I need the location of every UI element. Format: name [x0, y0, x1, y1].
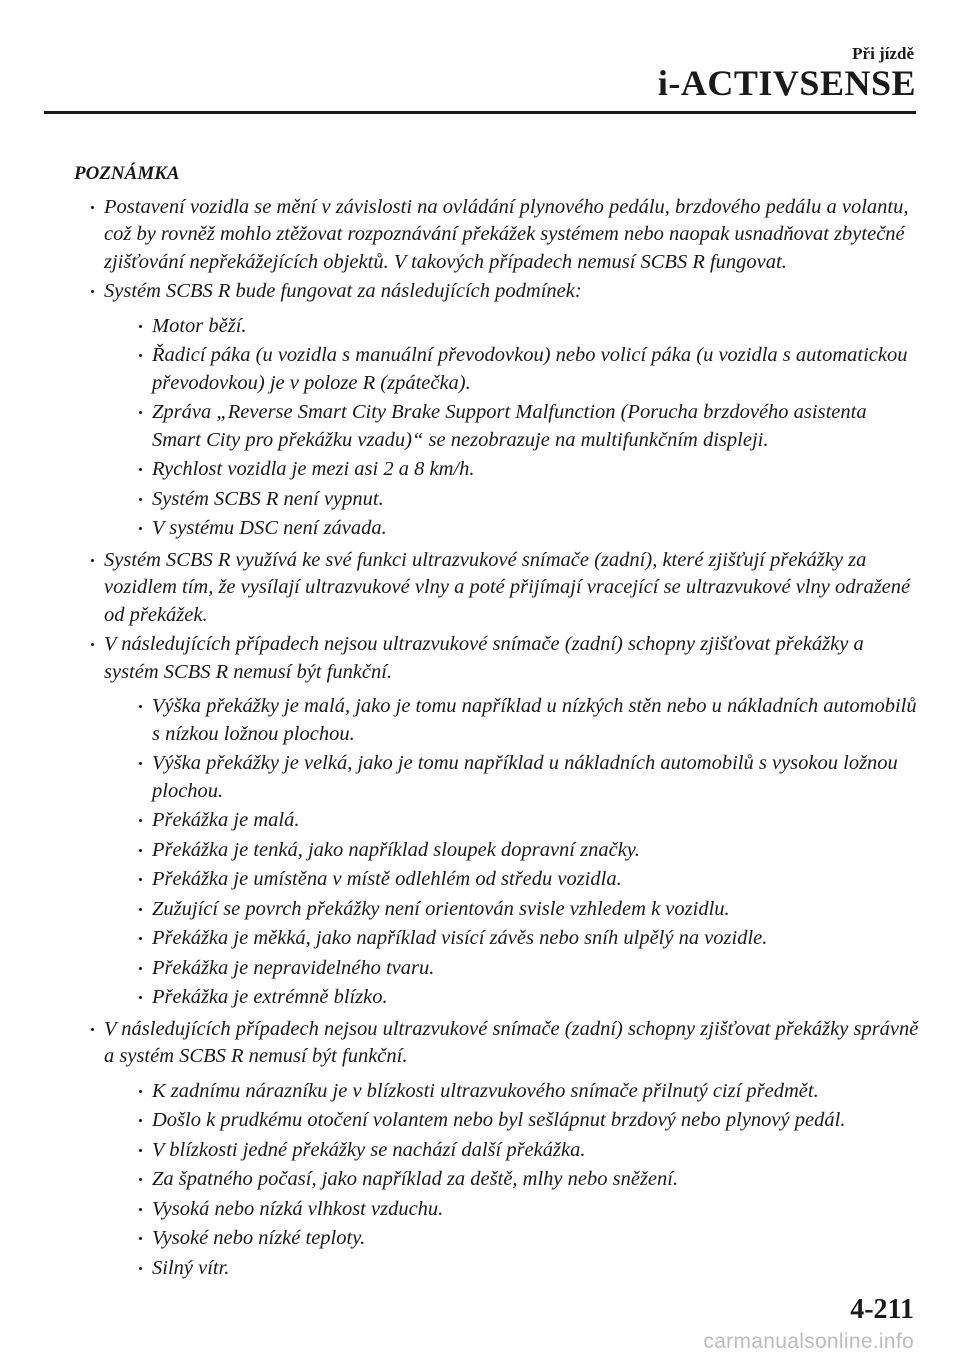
- sub-item: Zužující se povrch překážky není orientován svisle vzhledem k vozidlu.: [104, 896, 920, 924]
- sub-item: Výška překážky je malá, jako je tomu například u nízkých stěn nebo u nákladních automobilů s nízkou ložnou plochou.: [104, 693, 920, 748]
- sub-item: Překážka je extrémně blízko.: [104, 984, 920, 1012]
- sub-item: V systému DSC není závada.: [104, 515, 920, 543]
- note-item: Postavení vozidla se mění v závislosti na ovládání plynového pedálu, brzdového pedálu a volantu, což by rovněž mohlo ztěžovat rozpoznávání překážek systémem nebo naopak usnadňovat zbytečné zjišťování nepřekážejících objektů. V takových případech nemusí SCBS R fungovat.: [74, 194, 920, 277]
- note-item: [74, 631, 920, 1012]
- sub-item: Překážka je tenká, jako například sloupek dopravní značky.: [104, 837, 920, 865]
- note-item: [74, 1016, 920, 1283]
- page-number: 4-211: [850, 1294, 914, 1325]
- sub-item: Silný vítr.: [104, 1255, 920, 1283]
- sub-item: Překážka je nepravidelného tvaru.: [104, 955, 920, 983]
- header-divider: [44, 111, 916, 114]
- incorrect-detection-list: [104, 1078, 920, 1283]
- note-block: [74, 160, 920, 1286]
- sub-item: Zpráva „Reverse Smart City Brake Support Malfunction (Porucha brzdového asistenta Smart City pro překážku vzadu)“ se nezobrazuje na multifunkčním displeji.: [104, 399, 920, 454]
- sub-item: K zadnímu nárazníku je v blízkosti ultrazvukového snímače přilnutý cizí předmět.: [104, 1078, 920, 1106]
- note-item-text: V následujících případech nejsou ultrazvukové snímače (zadní) schopny zjišťovat překážky správně a systém SCBS R nemusí být funkční.: [104, 1017, 919, 1067]
- sub-item: Systém SCBS R není vypnut.: [104, 486, 920, 514]
- detection-failure-list: [104, 693, 920, 1012]
- note-item: Systém SCBS R využívá ke své funkci ultrazvukové snímače (zadní), které zjišťují překážky za vozidlem tím, že vysílají ultrazvukové vlny a poté přijímají vracející se ultrazvukové vlny odražené od překážek.: [74, 547, 920, 630]
- note-list: [74, 194, 920, 1283]
- sub-item: Za špatného počasí, jako například za deště, mlhy nebo sněžení.: [104, 1166, 920, 1194]
- chapter-title: i-ACTIVSENSE: [657, 63, 916, 103]
- sub-item: Vysoké nebo nízké teploty.: [104, 1225, 920, 1253]
- conditions-list: [104, 313, 920, 543]
- sub-item: Řadicí páka (u vozidla s manuální převodovkou) nebo volicí páka (u vozidla s automatickou převodovkou) je v poloze R (zpátečka).: [104, 342, 920, 397]
- note-item-text: V následujících případech nejsou ultrazvukové snímače (zadní) schopny zjišťovat překážky a systém SCBS R nemusí být funkční.: [104, 633, 864, 683]
- sub-item: Rychlost vozidla je mezi asi 2 a 8 km/h.: [104, 456, 920, 484]
- sub-item: Vysoká nebo nízká vlhkost vzduchu.: [104, 1196, 920, 1224]
- sub-item: Překážka je umístěna v místě odlehlém od středu vozidla.: [104, 866, 920, 894]
- sub-item: V blízkosti jedné překážky se nachází další překážka.: [104, 1137, 920, 1165]
- sub-item: Došlo k prudkému otočení volantem nebo byl sešlápnut brzdový nebo plynový pedál.: [104, 1107, 920, 1135]
- sub-item: Překážka je měkká, jako například visící závěs nebo sníh ulpělý na vozidle.: [104, 925, 920, 953]
- sub-item: Výška překážky je velká, jako je tomu například u nákladních automobilů s vysokou ložnou plochou.: [104, 750, 920, 805]
- note-title: POZNÁMKA: [74, 163, 180, 184]
- sub-item: Motor běží.: [104, 313, 920, 341]
- note-item-text: Systém SCBS R bude fungovat za následujících podmínek:: [104, 280, 582, 302]
- note-item: [74, 278, 920, 543]
- watermark: carmanualsonline.info: [703, 1330, 914, 1353]
- section-name: Při jízdě: [852, 44, 914, 63]
- sub-item: Překážka je malá.: [104, 807, 920, 835]
